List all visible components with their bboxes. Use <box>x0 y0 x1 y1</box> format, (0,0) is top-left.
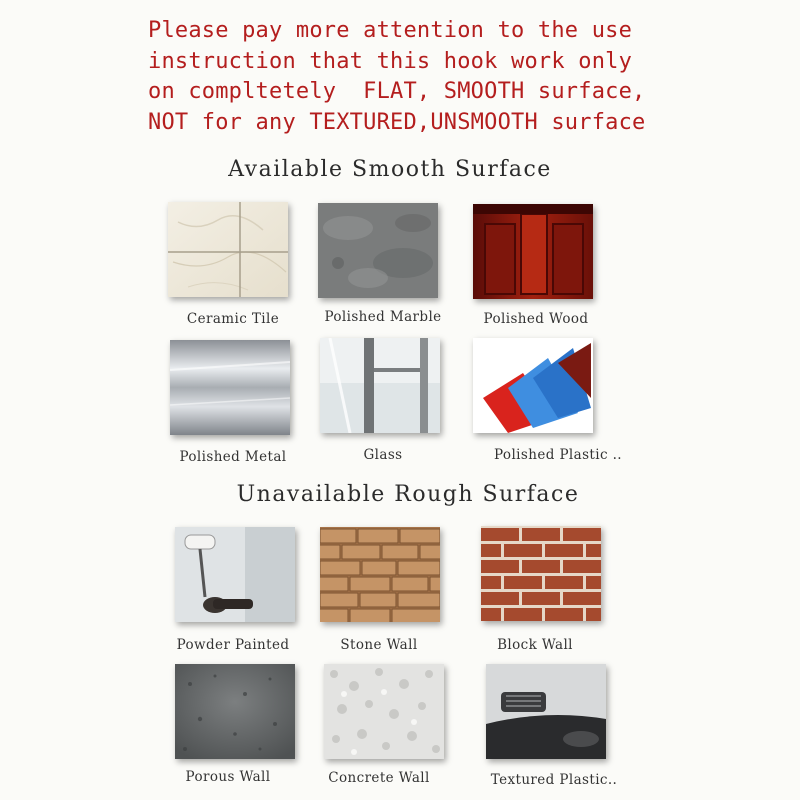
glass-image <box>320 338 440 433</box>
ceramic-tile-label: Ceramic Tile <box>186 311 280 327</box>
polished-metal-image <box>170 340 290 435</box>
powder-painted-label: Powder Painted <box>176 637 290 653</box>
stone-wall-label: Stone Wall <box>340 637 418 653</box>
concrete-wall-image <box>324 664 444 759</box>
notice-line: instruction that this hook work only <box>148 48 633 74</box>
textured-plastic-image <box>486 664 606 759</box>
polished-marble-label: Polished Marble <box>324 309 442 325</box>
polished-marble-image <box>318 203 438 298</box>
block-wall-label: Block Wall <box>497 637 573 653</box>
polished-metal-label: Polished Metal <box>179 449 287 465</box>
polished-plastic-label: Polished Plastic .. <box>494 447 622 463</box>
notice-line: NOT for any TEXTURED,UNSMOOTH surface <box>148 109 646 135</box>
stone-wall-image <box>320 527 440 622</box>
porous-wall-image <box>175 664 295 759</box>
polished-plastic-image <box>473 338 593 433</box>
notice-line: on compltetely FLAT, SMOOTH surface, <box>148 79 646 104</box>
porous-wall-label: Porous Wall <box>185 769 271 785</box>
rough-section-title: Unavailable Rough Surface <box>236 482 580 507</box>
powder-painted-image <box>175 527 295 622</box>
polished-wood-label: Polished Wood <box>483 311 589 327</box>
glass-label: Glass <box>363 447 403 463</box>
block-wall-image <box>481 526 601 621</box>
concrete-wall-label: Concrete Wall <box>328 770 430 786</box>
ceramic-tile-image <box>168 202 288 297</box>
instruction-notice <box>148 16 748 138</box>
textured-plastic-label: Textured Plastic.. <box>490 772 618 788</box>
polished-wood-image <box>473 204 593 299</box>
smooth-section-title: Available Smooth Surface <box>228 157 552 182</box>
notice-line: Please pay more attention to the use <box>148 18 633 43</box>
